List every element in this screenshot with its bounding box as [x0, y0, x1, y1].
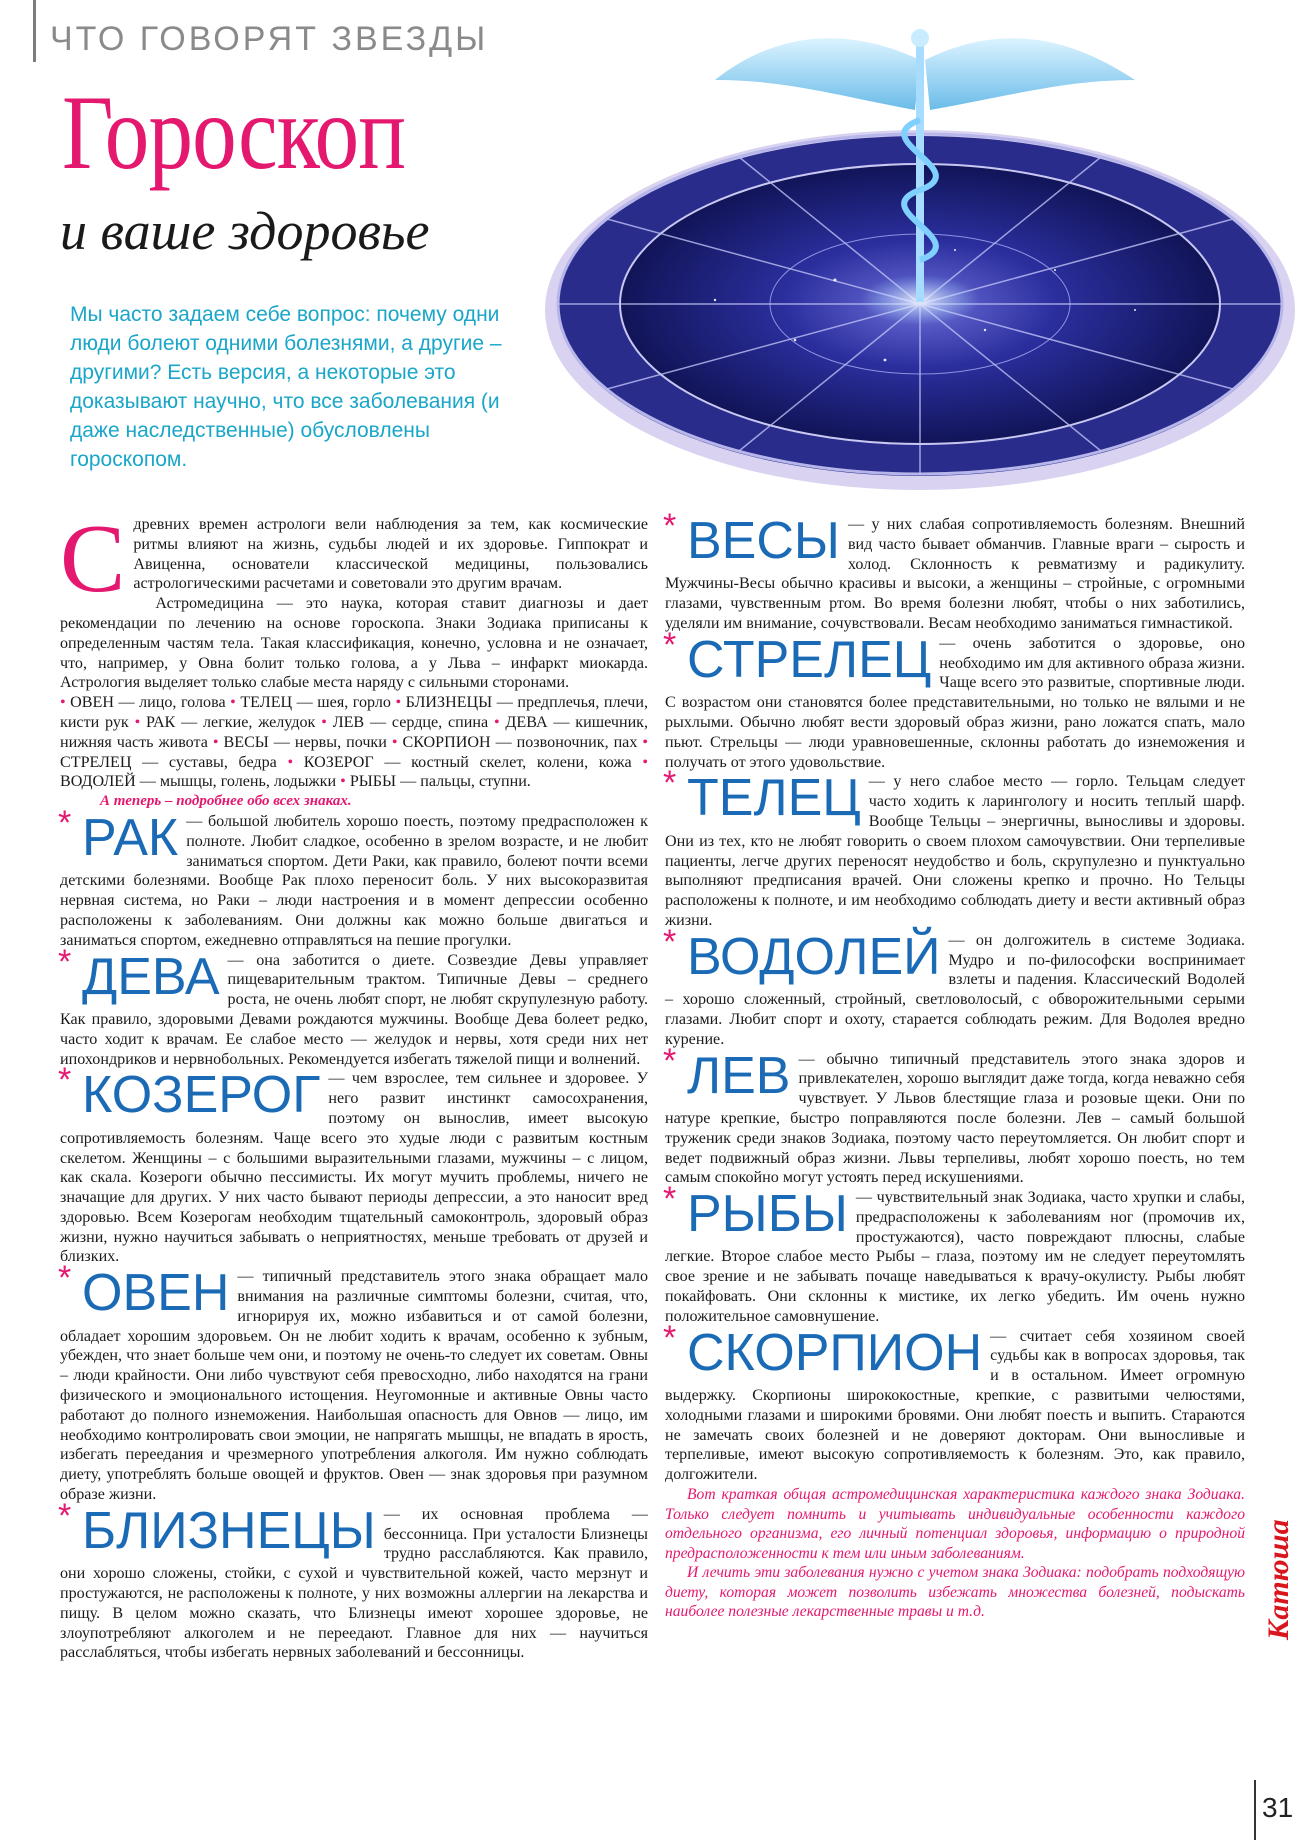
- sign-section-deva: [58, 942, 648, 1070]
- page-title: Гороскоп: [62, 74, 406, 191]
- sign-text: — большой любитель хорошо поесть, поэтому предрасположен к полноте. Любит сладкое, особенно в зрелом возрасте, и не любит заниматься спортом. Дети Раки, как правило, болеют почти всеми детскими болезнями. Вообще Рак плохо переносит боль. У них высокоразвитая нервная система, но Раки – люди настроения и в момент депрессии особенно расположены к заболеваниям. Они должны как можно больше двигаться и заниматься спортом, ежедневно отправляться на пешие прогулки.: [60, 812, 648, 949]
- sign-section-skorpion: [663, 1318, 1245, 1485]
- body-parts-list: • ОВЕН — лицо, голова • ТЕЛЕЦ — шея, горло • БЛИЗНЕЦЫ — предплечья, плечи, кисти рук • РАК — легкие, желудок • ЛЕВ — сердце, спина • ДЕВА — кишечник, нижняя часть живота • ВЕСЫ — нервы, почки • СКОРПИОН — позвоночник, пах • СТРЕЛЕЦ — суставы, бедра • КОЗЕРОГ — костный скелет, колени, кожа • ВОДОЛЕЙ — мышцы, голень, лодыжки • РЫБЫ — пальцы, ступни.: [60, 694, 649, 791]
- magazine-logo: Катюша: [1262, 1519, 1295, 1640]
- list-item: ОВЕН — лицо, голова: [70, 694, 226, 712]
- sign-section-oven: [58, 1259, 648, 1505]
- sign-section-kozerog: [58, 1061, 648, 1267]
- list-item: ТЕЛЕЦ — шея, горло: [240, 694, 391, 712]
- page-number-rule: [1254, 1780, 1256, 1840]
- asterisk-icon: *: [663, 1318, 677, 1357]
- rubric: ЧТО ГОВОРЯТ ЗВЕЗДЫ: [50, 20, 489, 58]
- sign-heading: * ВОДОЛЕЙ: [663, 922, 941, 986]
- sign-text: — считает себя хозяином своей судьбы как в вопросах здоровья, так и в остальном. Имеет огромную выдержку. Скорпионы ширококостные, крепкие, с развитыми челюстями, холодными глазами и широкими бровями. Они любят поесть и выпить. Стараются не замечать своих болезней и не доверяют докторам. Они выносливые и терпеливые, имеют высокую сопротивляемость к болезням. Это, как правило, долгожители.: [665, 1327, 1245, 1484]
- sign-section-vesy: [663, 507, 1245, 634]
- sign-text: — чем взрослее, тем сильнее и здоровее. У него развит инстинкт самосохранения, поэтому он вынослив, имеет высокую сопротивляемость болезням. Чаще всего это худые люди с развитым костным скелетом. Женщины – с большими выразительными глазами, мужчины – с лицом, как скала. Козероги обычно пессимисты. Их могут мучить проблемы, ничего не значащие для других. У них часто бывают периоды депрессии, а это наносит вред здоровью. Всем Козерогам необходим тщательный самоконтроль, здоровый образ жизни, нужно научиться забывать о неприятностях, меньше требовать от друзей и близких.: [60, 1070, 648, 1266]
- sign-heading: * КОЗЕРОГ: [58, 1061, 321, 1125]
- zodiac-wheel-illustration: [535, 0, 1295, 505]
- sign-heading: * ЛЕВ: [663, 1041, 791, 1105]
- sign-text: — у него слабое место — горло. Тельцам следует часто ходить к ларингологу и носить теплый шарф. Вообще Тельцы – энергичны, выносливы и здоровы. Они из тех, кто не любят говорить о своем плохом самочувствии. Они терпеливые пациенты, легче других переносят неудобство и боль, скрупулезно и пунктуально выполняют предписания врачей. Они сложены крепко и прочно. Но Тельцы расположены к полноте, и им необходимо соблюдать диету и вести активный образ жизни.: [665, 773, 1245, 929]
- asterisk-icon: *: [58, 942, 72, 981]
- sign-section-strelec: [663, 625, 1245, 773]
- sign-text: — обычно типичный представитель этого знака здоров и привлекателен, хорошо выглядит даже тогда, когда неважно себя чувствует. У Львов блестящие глаза и розовые щеки. Они по натуре крепкие, быстро поправляются после болезни. Лев – самый большой труженик среди знаков Зодиака, поэтому часто переутомляется. Он любит спорт и ведет подвижный образ жизни. Львы терпеливы, любят хорошо поесть, но тем самым спокойно могут устоять перед искушениями.: [665, 1050, 1245, 1187]
- sign-heading: * ДЕВА: [58, 942, 220, 1006]
- asterisk-icon: *: [663, 507, 677, 545]
- sign-text: — он долгожитель в системе Зодиака. Мудро и по-философски воспринимает взлеты и падения. Классический Водолей – хорошо сложенный, стройный, светловолосый, с обворожительными серыми глазами. Любит спорт и охоту, старается соблюдать режим. Для Водолея вредно курение.: [665, 931, 1245, 1048]
- summary-paragraph-2: И лечить эти заболевания нужно с учетом знака Зодиака: подобрать подходящую диету, которая может позволить избежать множества болезней, подыскать наиболее полезные лекарственные травы и т.д.: [665, 1564, 1245, 1621]
- list-item: ЛЕВ — сердце, спина: [332, 713, 489, 731]
- sign-section-vodolej: [663, 922, 1245, 1050]
- asterisk-icon: *: [663, 1041, 677, 1080]
- sign-text: — их основная проблема — бессонница. При усталости Близнецы трудно расслабляются. Как правило, они хорошо сложены, стойки, с сухой и чувствительной кожей, часто мерзнут и простужаются, не расположены к полноте, у них возможны аллергии на лекарства и пищу. В целом можно сказать, что Близнецы имеют хорошее здоровье, не злоупотребляют алкоголем и не переедают. Главное для них — научиться расслабляться, чтобы избегать нервных заболеваний и бессонницы.: [60, 1505, 648, 1662]
- sign-section-bliznecy: [58, 1496, 648, 1663]
- sign-text: — она заботится о диете. Созвездие Девы управляет пищеварительным трактом. Типичные Девы – среднего роста, не очень любят спорт, не любят скрупулезную работу. Как правило, здоровыми Девами рождаются мужчины. Вообще Дева болеет редко, часто ходит к врачам. Ее слабое место — желудок и нервы, хотя среди них нет ипохондриков и нервнобольных. Рекомендуется избегать тяжелой пищи и волнений.: [60, 951, 648, 1068]
- list-item: ВОДОЛЕЙ — мышцы, голень, лодыжки: [60, 773, 337, 791]
- sign-heading: * ВЕСЫ: [663, 507, 840, 570]
- asterisk-icon: *: [663, 1180, 677, 1219]
- sign-section-ryby: [663, 1180, 1245, 1327]
- sign-text: — чувствительный знак Зодиака, часто хрупки и слабы, предрасположены к заболеваниям ног (промочив их, простужаются), часто повреждают плюсны, слабые легкие. Второе слабое место Рыбы – глаза, поэтому им не следует переутомлять свое зрение и не забывать почаще наведываться к врачу-окулисту. Рыбы любят покайфовать. Они склонны к мистике, их легко убедить. Им очень нужно положительное самовнушение.: [665, 1189, 1245, 1325]
- asterisk-icon: *: [58, 1496, 72, 1535]
- rubric-bar: [33, 0, 36, 62]
- sign-heading: * РАК: [58, 803, 179, 867]
- sign-section-telec: [663, 764, 1245, 930]
- list-item: ВЕСЫ — нервы, почки: [223, 733, 387, 751]
- drop-cap: С: [60, 505, 126, 613]
- right-column: [663, 507, 1245, 1622]
- left-column: [58, 505, 649, 1663]
- summary-paragraph-1: Вот краткая общая астромедицинская характеристика каждого знака Зодиака. Только следует помнить и учитывать индивидуальные особенности каждого отдельного организма, его личный потенциал здоровья, информацию о природной предрасположенности к тем или иным заболеваниям.: [665, 1486, 1245, 1562]
- asterisk-icon: *: [58, 1061, 72, 1100]
- sign-text: — очень заботится о здоровье, оно необходимо им для активного образа жизни. Чаще всего это развитые, спортивные люди. С возрастом они становятся более представительными, но только не вялыми и не рыхлыми. Обычно любят вести здоровый образ жизни, рано ложатся спать, мало пьют. Стрельцы — люди уравновешенные, склонны работать до изнеможения и получать от этого удовольствие.: [665, 634, 1245, 771]
- page-number: 31: [1262, 1792, 1294, 1823]
- list-item: СКОРПИОН — позвоночник, пах: [402, 733, 638, 751]
- asterisk-icon: *: [58, 803, 72, 842]
- sign-heading: * РЫБЫ: [663, 1180, 848, 1244]
- sign-heading: * СТРЕЛЕЦ: [663, 625, 932, 689]
- asterisk-icon: *: [663, 764, 677, 803]
- list-item: КОЗЕРОГ — костный скелет, колени, кожа: [303, 753, 632, 771]
- asterisk-icon: *: [663, 922, 677, 961]
- teaser-line: А теперь – подробнее обо всех знаках.: [100, 793, 352, 810]
- list-item: ДЕВА — кишечник, нижняя часть живота: [60, 713, 649, 751]
- list-item: РЫБЫ — пальцы, ступни.: [349, 773, 531, 791]
- sign-heading: * БЛИЗНЕЦЫ: [58, 1496, 376, 1560]
- list-item: РАК — легкие, желудок: [146, 713, 316, 731]
- page-subtitle: и ваше здоровье: [60, 201, 430, 261]
- sign-section-lev: [663, 1041, 1245, 1189]
- asterisk-icon: *: [58, 1259, 72, 1298]
- sign-heading: * ТЕЛЕЦ: [663, 764, 861, 828]
- list-item: СТРЕЛЕЦ — суставы, бедра: [60, 753, 277, 771]
- lead-paragraph: Мы часто задаем себе вопрос: почему одни люди болеют одними болезнями, а другие – другими? Есть версия, а некоторые это доказывают научно, что все заболевания (и даже наследственные) обусловлены гороскопом.: [70, 303, 502, 471]
- asterisk-icon: *: [663, 625, 677, 664]
- sign-text: — типичный представитель этого знака обращает мало внимания на различные симптомы болезни, считая, что, игнорируя их, можно избавиться и от самой болезни, обладает хорошим здоровьем. Он не любит ходить к врачам, особенно к зубным, убежден, что знает больше чем они, и поэтому не очень-то следует их советам. Овны – люди крайности. Они либо чувствуют себя превосходно, либо находятся на грани физического и эмоционального истощения. Неугомонные и активные Овны часто работают до полного изнеможения. Наибольшая опасность для Овнов — лицо, им необходимо контролировать свои эмоции, не напрягать мышцы, не впадать в ярость, избегать переедания и чрезмерного употребления алкоголя. Им нужно соблюдать диету, употреблять больше овощей и фруктов. Овен — знак здоровья при разумном образе жизни.: [60, 1268, 648, 1504]
- intro-paragraph-2: Астромедицина — это наука, которая ставит диагнозы и дает рекомендации по лечению на основе гороскопа. Знаки Зодиака приписаны к определенным частям тела. Такая классификация, конечно, условна и не означает, что, например, у Овна болит только голова, а у Льва – инфаркт миокарда. Астрология выделяет только слабые места наряду с сильными сторонами.: [60, 595, 648, 692]
- list-item: БЛИЗНЕЦЫ — предплечья, плечи, кисти рук: [60, 694, 648, 731]
- intro-paragraph-1: древних времен астрологи вели наблюдения за тем, как космические ритмы влияют на жизнь, судьбы людей и их здоровье. Гиппократ и Авиценна, основатели классической медицины, пользовались астрологическими расчетами и советовали это другим врачам.: [133, 516, 648, 593]
- sign-heading: * СКОРПИОН: [663, 1318, 983, 1382]
- sign-section-rak: [58, 803, 648, 951]
- sign-text: — у них слабая сопротивляемость болезням. Внешний вид часто бывает обманчив. Главные враги – сырость и холод. Склонность к ревматизму и радикулиту. Мужчины-Весы обычно красивы и высоки, а женщины – стройные, с огромными глазами, чувственным ртом. Во время болезни любят, чтобы о них заботились, уделяли им внимание, сочувствовали. Весам необходимо заниматься гимнастикой.: [665, 516, 1245, 632]
- sign-heading: * ОВЕН: [58, 1259, 230, 1323]
